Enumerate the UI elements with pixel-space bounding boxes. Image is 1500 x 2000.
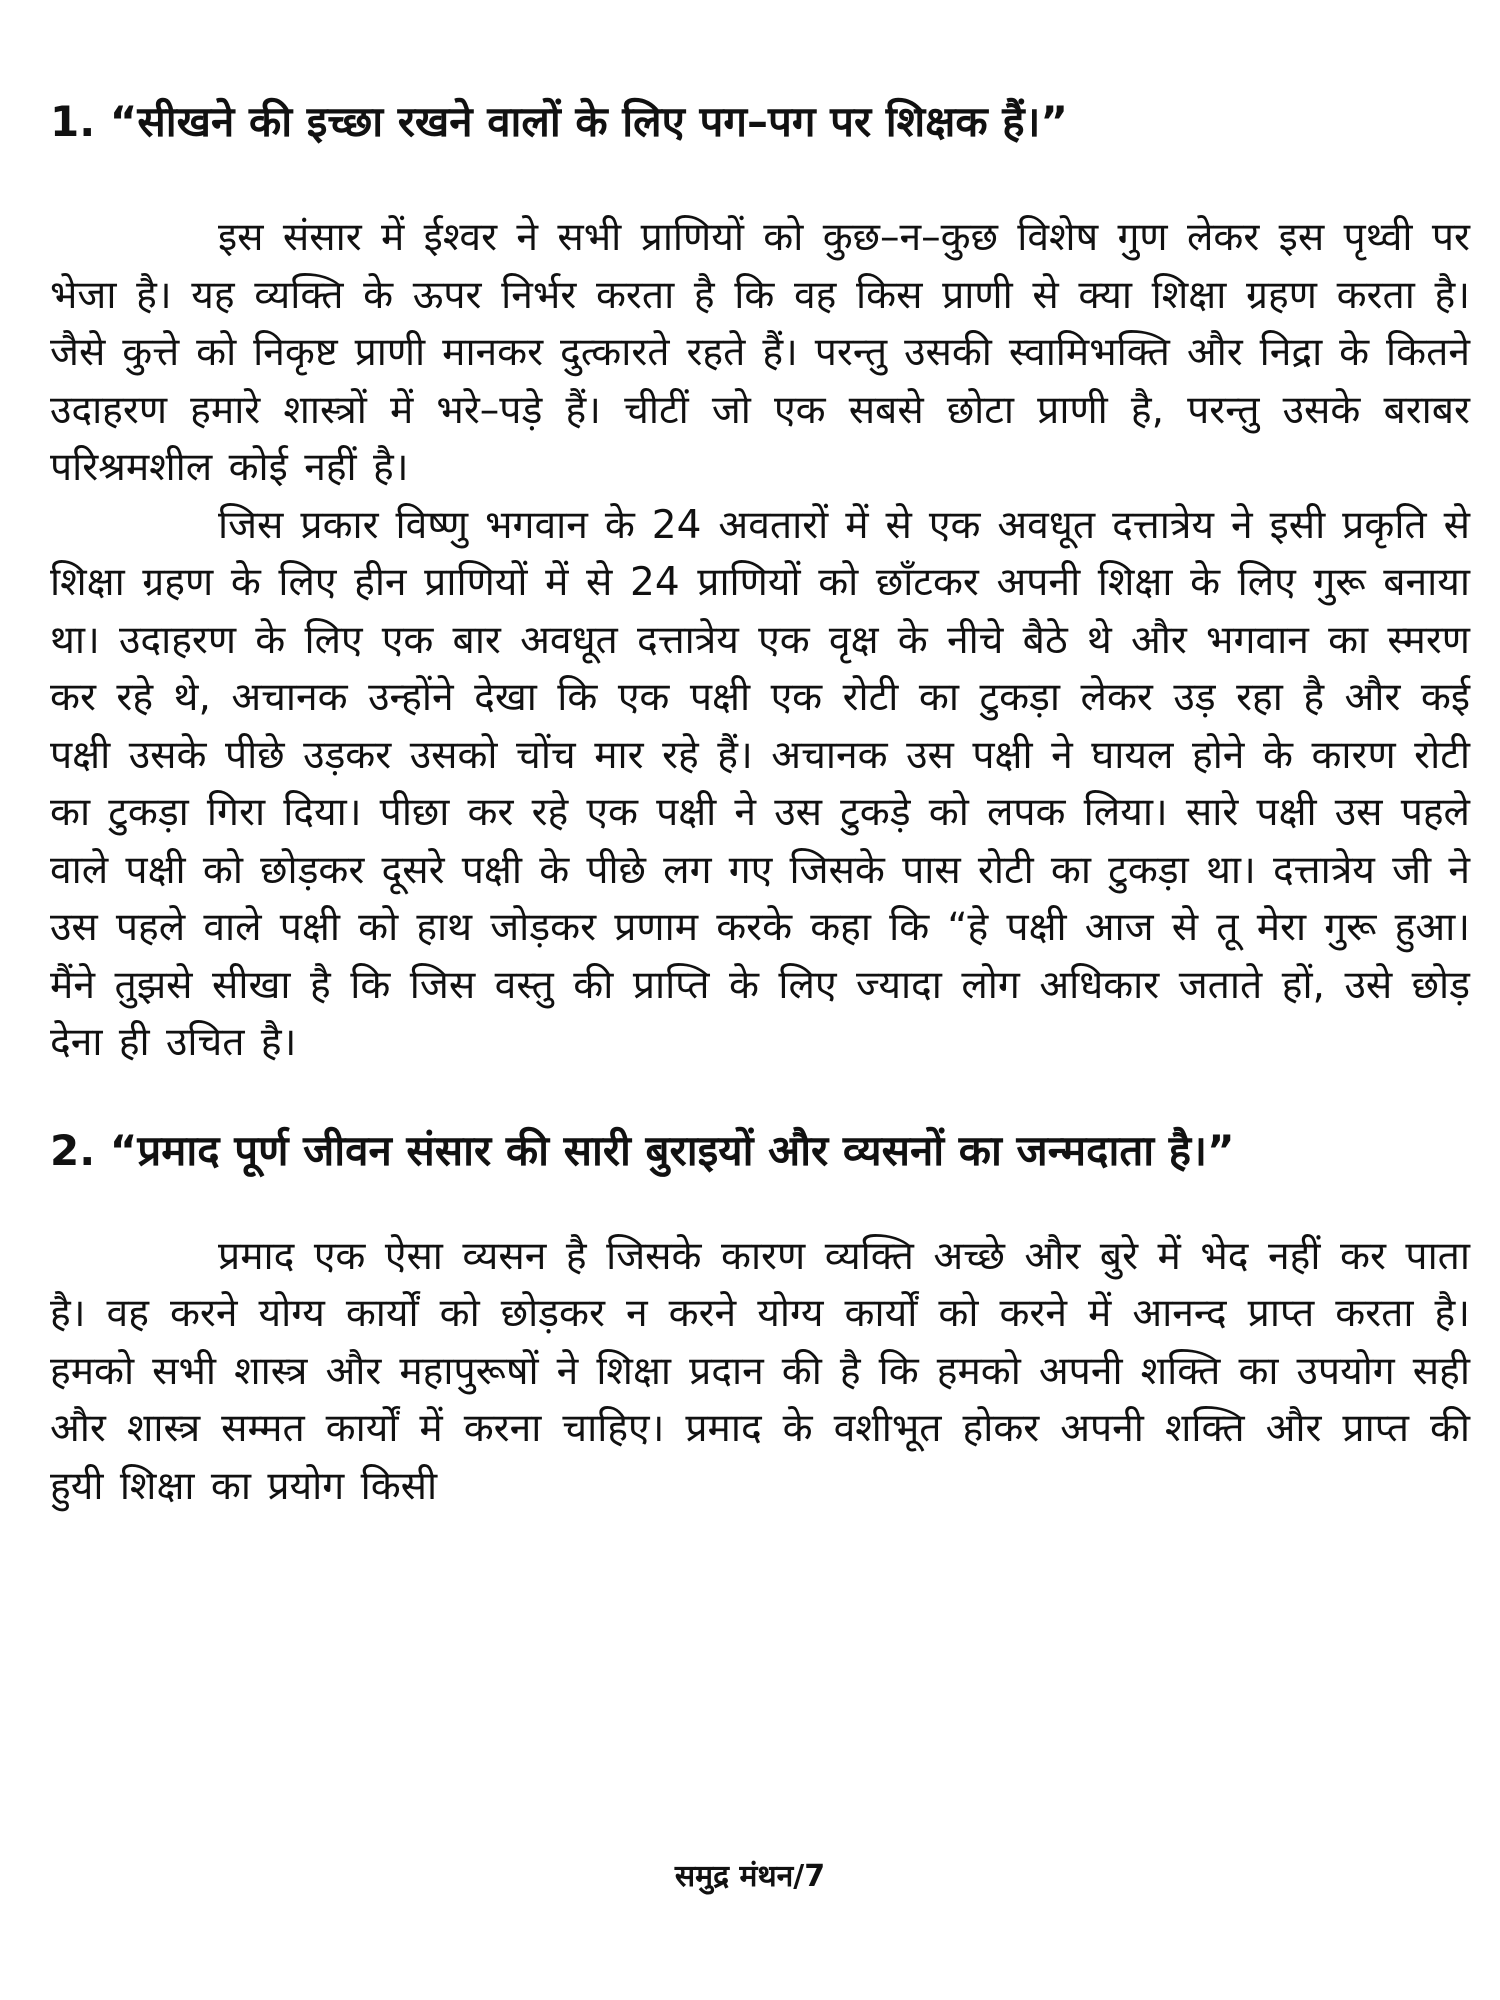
section-2-heading: 2. “प्रमाद पूर्ण जीवन संसार की सारी बुराइयों और व्यसनों का जन्मदाता है।” (50, 1125, 1235, 1175)
section-2-paragraph-1: प्रमाद एक ऐसा व्यसन है जिसके कारण व्यक्ति अच्छे और बुरे में भेद नहीं कर पाता है। वह करने योग्य कार्यों को छोड़कर न करने योग्य कार्यों को करने में आनन्द प्राप्त करता है। हमको सभी शास्त्र और महापुरूषों ने शिक्षा प्रदान की है कि हमको अपनी शक्ति का उपयोग सही और शास्त्र सम्मत कार्यों में करना चाहिए। प्रमाद के वशीभूत होकर अपनी शक्ति और प्राप्त की हुयी शिक्षा का प्रयोग किसी (50, 1233, 1470, 1509)
section-1-paragraph-1: इस संसार में ईश्वर ने सभी प्राणियों को कुछ–न–कुछ विशेष गुण लेकर इस पृथ्वी पर भेजा है। यह व्यक्ति के ऊपर निर्भर करता है कि वह किस प्राणी से क्या शिक्षा ग्रहण करता है। जैसे कुत्ते को निकृष्ट प्राणी मानकर दुत्कारते रहते हैं। परन्तु उसकी स्वामिभक्ति और निद्रा के कितने उदाहरण हमारे शास्त्रों में भरे–पड़े हैं। चीटीं जो एक सबसे छोटा प्राणी है, परन्तु उसके बराबर परिश्रमशील कोई नहीं है। (50, 215, 1470, 490)
section-1-paragraph-2: जिस प्रकार विष्णु भगवान के 24 अवतारों में से एक अवधूत दत्तात्रेय ने इसी प्रकृति से शिक्षा ग्रहण के लिए हीन प्राणियों में से 24 प्राणियों को छाँटकर अपनी शिक्षा के लिए गुरू बनाया था। उदाहरण के लिए एक बार अवधूत दत्तात्रेय एक वृक्ष के नीचे बैठे थे और भगवान का स्मरण कर रहे थे, अचानक उन्होंने देखा कि एक पक्षी एक रोटी का टुकड़ा लेकर उड़ रहा है और कई पक्षी उसके पीछे उड़कर उसको चोंच मार रहे हैं। अचानक उस पक्षी ने घायल होने के कारण रोटी का टुकड़ा गिरा दिया। पीछा कर रहे एक पक्षी ने उस टुकड़े को लपक लिया। सारे पक्षी उस पहले वाले पक्षी को छोड़कर दूसरे पक्षी के पीछे लग गए जिसके पास रोटी का टुकड़ा था। दत्तात्रेय जी ने उस पहले वाले पक्षी को हाथ जोड़कर प्रणाम करके कहा कि “हे पक्षी आज से तू मेरा गुरू हुआ। मैंने तुझसे सीखा है कि जिस वस्तु की प्राप्ति के लिए ज्यादा लोग अधिकार जताते हों, उसे छोड़ देना ही उचित है। (50, 502, 1470, 1065)
document-page (50, 95, 1470, 1515)
page-footer: समुद्र मंथन/7 (674, 1859, 826, 1894)
section-1-heading: 1. “सीखने की इच्छा रखने वालों के लिए पग–पग पर शिक्षक हैं।” (50, 97, 1069, 146)
